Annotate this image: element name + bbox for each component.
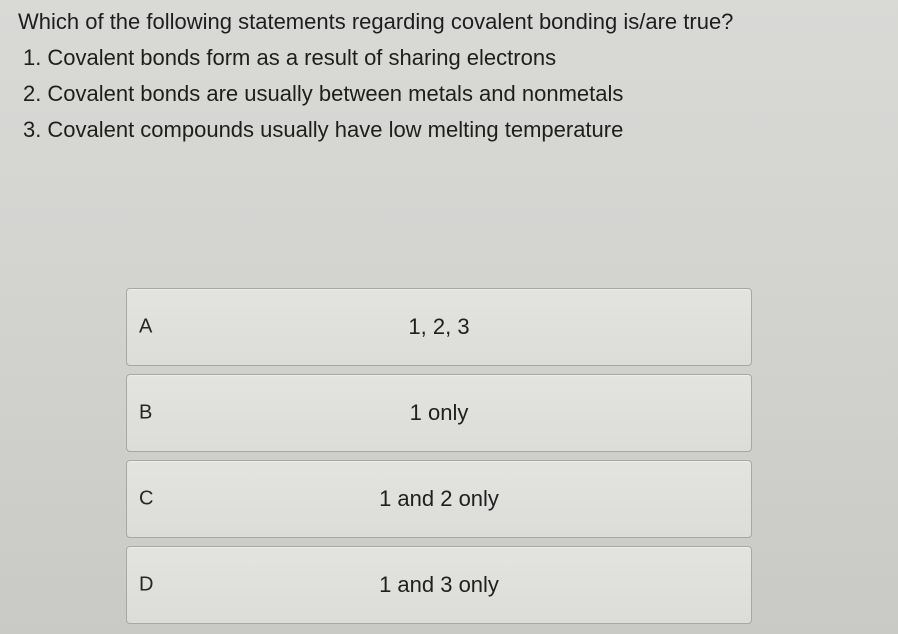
statement-list	[18, 44, 878, 144]
answer-option-b[interactable]	[126, 374, 752, 452]
answer-option-a[interactable]	[126, 288, 752, 366]
statement-number: 3.	[23, 117, 42, 142]
option-letter: B	[139, 401, 153, 424]
question-title: Which of the following statements regarding covalent bonding is/are true?	[18, 9, 734, 34]
statement-item	[23, 116, 878, 144]
option-text: 1, 2, 3	[408, 314, 470, 339]
statement-text: Covalent compounds usually have low melting temperature	[47, 117, 624, 142]
option-letter: D	[139, 573, 154, 596]
statement-number: 2.	[23, 81, 42, 106]
option-letter: C	[139, 487, 154, 510]
option-text: 1 and 2 only	[379, 486, 499, 511]
statement-number: 1.	[23, 45, 42, 70]
option-text: 1 and 3 only	[379, 572, 499, 597]
answer-option-c[interactable]	[126, 460, 752, 538]
statement-text: Covalent bonds are usually between metals and nonmetals	[47, 81, 624, 106]
option-letter: A	[139, 315, 153, 338]
statement-item	[23, 44, 878, 72]
statement-text: Covalent bonds form as a result of sharing electrons	[47, 45, 557, 70]
option-text: 1 only	[409, 400, 469, 425]
statement-item	[23, 80, 878, 108]
answer-options	[126, 288, 752, 632]
question-panel	[18, 8, 878, 152]
answer-option-d[interactable]	[126, 546, 752, 624]
